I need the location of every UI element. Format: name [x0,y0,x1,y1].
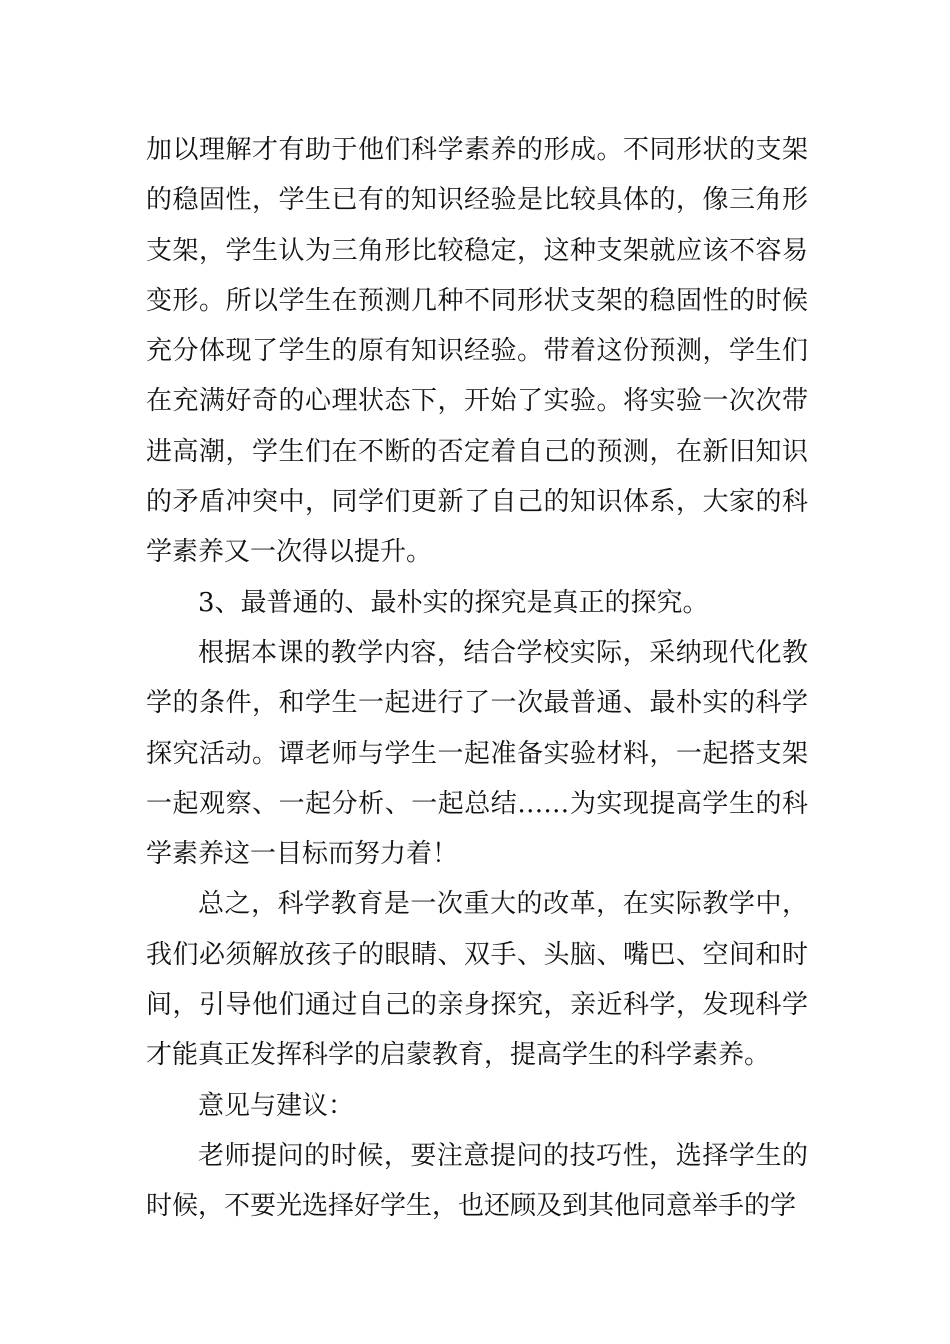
paragraph-heading-3: 3、最普通的、最朴实的探究是真正的探究。 [198,587,709,618]
paragraph-continuation: 加以理解才有助于他们科学素养的形成。不同形状的支架的稳固性，学生已有的知识经验是比较具体的，像三角形支架，学生认为三角形比较稳定，这种支架就应该不容易变形。所以学生在预测几种不同形状支架的稳固性的时候充分体现了学生的原有知识经验。带着这份预测，学生们在充满好奇的心理状态下，开始了实验。将实验一次次带进高潮，学生们在不断的否定着自己的预测，在新旧知识的矛盾冲突中，同学们更新了自己的知识体系，大家的科学素养又一次得以提升。 [146,135,808,568]
paragraph-conclusion: 总之，科学教育是一次重大的改革，在实际教学中，我们必须解放孩子的眼睛、双手、头脑、嘴巴、空间和时间，引导他们通过自己的亲身探究，亲近科学，发现科学才能真正发挥科学的启蒙教育，提高学生的科学素养。 [146,889,808,1071]
paragraph-suggestions-heading: 意见与建议： [198,1090,355,1121]
document-body [146,125,808,1232]
paragraph-inquiry-activity: 根据本课的教学内容，结合学校实际，采纳现代化教学的条件，和学生一起进行了一次最普通、最朴实的科学探究活动。谭老师与学生一起准备实验材料，一起搭支架一起观察、一起分析、一起总结……为实现提高学生的科学素养这一目标而努力着！ [146,637,808,870]
paragraph-suggestions-body: 老师提问的时候，要注意提问的技巧性，选择学生的时候，不要光选择好学生，也还顾及到其他同意举手的学 [146,1140,808,1222]
